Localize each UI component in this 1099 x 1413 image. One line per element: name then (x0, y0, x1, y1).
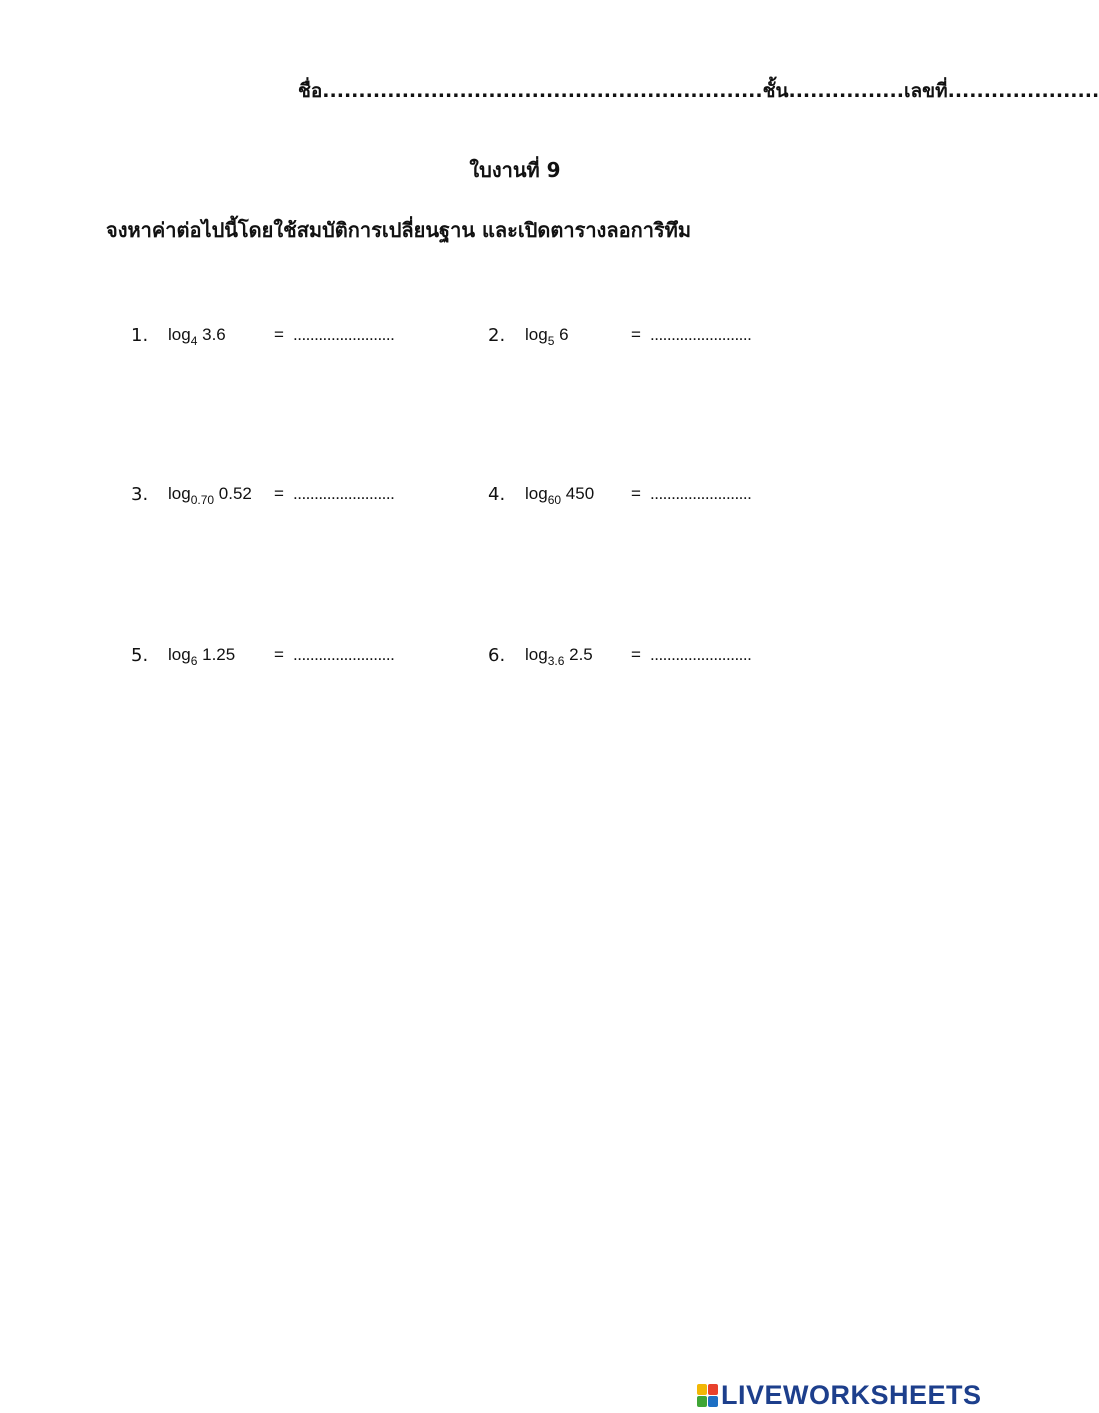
answer-blank[interactable]: ........................ (650, 325, 752, 344)
logo-square (697, 1396, 707, 1407)
student-info-line: ชื่อ.............................................................ชั้น................เลขที่..................... (298, 80, 1099, 102)
worksheet-title: ใบงานที่ 9 (469, 158, 561, 182)
problem-number: 2. (488, 325, 506, 346)
log-expression: $\log_4 3.6$ (168, 325, 226, 348)
logo-mark-icon (697, 1384, 718, 1407)
answer-blank[interactable]: ........................ (293, 325, 395, 344)
equals-sign: = (631, 484, 641, 503)
log-argument: 6 (559, 325, 569, 344)
log-base: 5 (547, 334, 555, 348)
logo-square (697, 1384, 707, 1395)
logo-square (708, 1396, 718, 1407)
log-argument: 450 (565, 484, 595, 503)
log-base: 0.70 (190, 493, 215, 507)
problem-number: 1. (131, 325, 149, 346)
log-expression: $\log_{0.70} 0.52$ (168, 484, 252, 507)
log-argument: 3.6 (202, 325, 226, 344)
problem-number: 5. (131, 645, 149, 666)
equals-sign: = (274, 325, 284, 344)
problem-number: 3. (131, 484, 149, 505)
log-argument: 1.25 (202, 645, 236, 664)
log-base: 6 (190, 654, 198, 668)
equals-sign: = (631, 325, 641, 344)
equals-sign: = (274, 484, 284, 503)
answer-blank[interactable]: ........................ (293, 484, 395, 503)
log-expression: $\log_{3.6} 2.5$ (525, 645, 593, 668)
log-argument: 2.5 (569, 645, 593, 664)
instruction-text: จงหาค่าต่อไปนี้โดยใช้สมบัติการเปลี่ยนฐาน และเปิดตารางลอการิทึม (106, 218, 692, 242)
log-base: 3.6 (547, 654, 565, 668)
answer-blank[interactable]: ........................ (650, 484, 752, 503)
log-argument: 0.52 (218, 484, 252, 503)
log-expression: $\log_{60} 450$ (525, 484, 595, 507)
problem-number: 6. (488, 645, 506, 666)
answer-blank[interactable]: ........................ (293, 645, 395, 664)
equals-sign: = (631, 645, 641, 664)
logo-text: LIVEWORKSHEETS (721, 1379, 982, 1410)
equals-sign: = (274, 645, 284, 664)
log-base: 60 (547, 493, 562, 507)
liveworksheets-logo (697, 1380, 982, 1410)
problem-number: 4. (488, 484, 506, 505)
log-base: 4 (190, 334, 198, 348)
logo-square (708, 1384, 718, 1395)
log-expression: $\log_6 1.25$ (168, 645, 236, 668)
answer-blank[interactable]: ........................ (650, 645, 752, 664)
log-expression: $\log_5 6$ (525, 325, 569, 348)
